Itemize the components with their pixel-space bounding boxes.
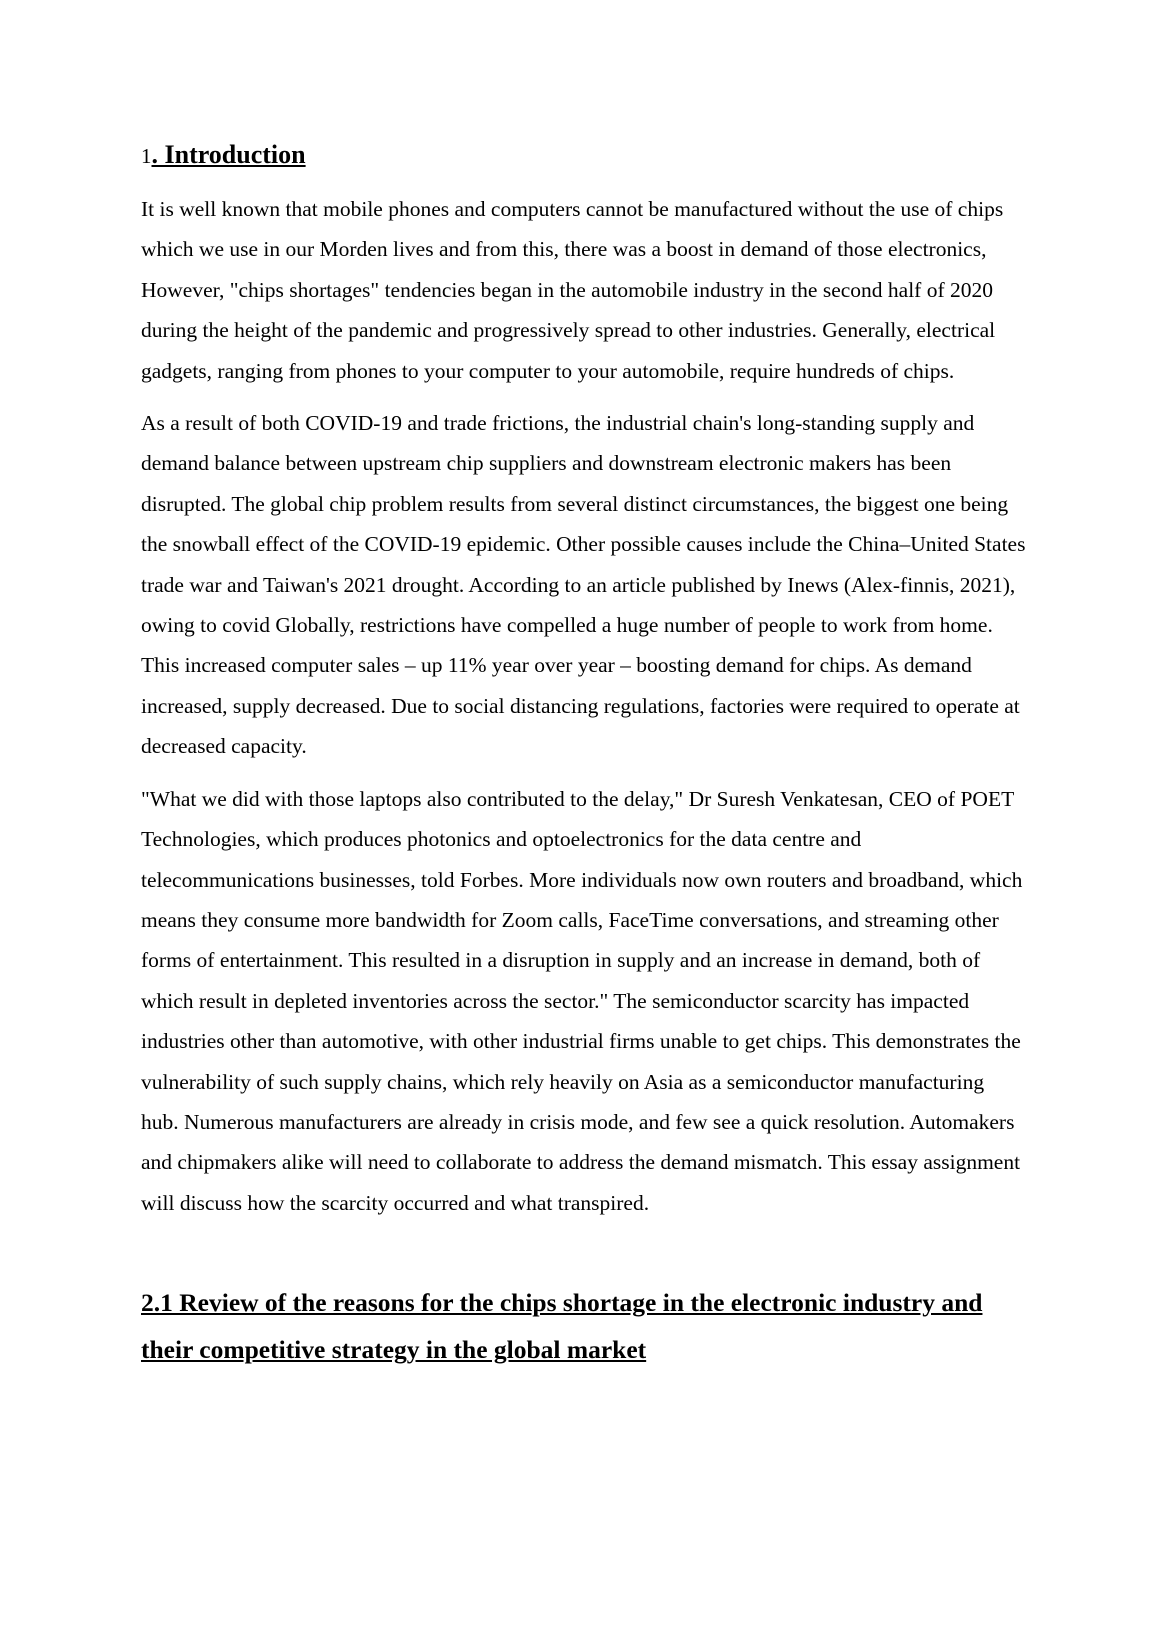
section-heading-review: 2.1 Review of the reasons for the chips shortage in the electronic industry and their competitive strategy in the global market: [141, 1288, 983, 1365]
section-heading-introduction: [141, 138, 1026, 173]
paragraph-1: It is well known that mobile phones and computers cannot be manufactured without the use of chips which we use in our Morden lives and from this, there was a boost in demand of those electronics, However, "chips shortages" tendencies began in the automobile industry in the second half of 2020 during the height of the pandemic and progressively spread to other industries. Generally, electrical gadgets, ranging from phones to your computer to your automobile, require hundreds of chips.: [141, 197, 1004, 383]
section-title: . Introduction: [151, 140, 306, 169]
section-number: 1: [141, 144, 152, 168]
paragraph-3: "What we did with those laptops also contributed to the delay," Dr Suresh Venkatesan, CEO of POET Technologies, which produces photonics and optoelectronics for the data centre and telecommunications businesses, told Forbes. More individuals now own routers and broadband, which means they consume more bandwidth for Zoom calls, FaceTime conversations, and streaming other forms of entertainment. This resulted in a disruption in supply and an increase in demand, both of which result in depleted inventories across the sector." The semiconductor scarcity has impacted industries other than automotive, with other industrial firms unable to get chips. This demonstrates the vulnerability of such supply chains, which rely heavily on Asia as a semiconductor manufacturing hub. Numerous manufacturers are already in crisis mode, and few see a quick resolution. Automakers and chipmakers alike will need to collaborate to address the demand mismatch. This essay assignment will discuss how the scarcity occurred and what transpired.: [141, 786, 1023, 1215]
document-body: [141, 138, 1026, 1373]
paragraph-2: As a result of both COVID-19 and trade frictions, the industrial chain's long-standing supply and demand balance between upstream chip suppliers and downstream electronic makers has been disrupted. The global chip problem results from several distinct circumstances, the biggest one being the snowball effect of the COVID-19 epidemic. Other possible causes include the China–United States trade war and Taiwan's 2021 drought. According to an article published by Inews (Alex-finnis, 2021), owing to covid Globally, restrictions have compelled a huge number of people to work from home. This increased computer sales – up 11% year over year – boosting demand for chips. As demand increased, supply decreased. Due to social distancing regulations, factories were required to operate at decreased capacity.: [141, 411, 1026, 759]
